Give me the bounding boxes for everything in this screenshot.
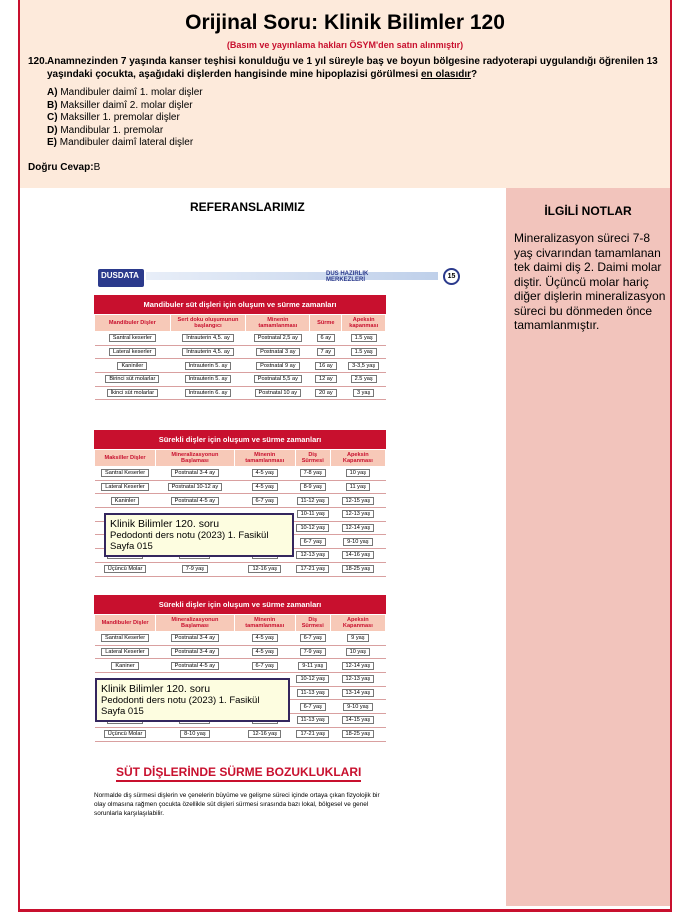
table-cell: [156, 727, 235, 741]
cell-value: Kaniner: [111, 662, 138, 670]
cell-value: 11-13 yaş: [297, 716, 329, 724]
cell-value: 12-13 yaş: [342, 675, 375, 683]
table-cell: [156, 494, 235, 508]
cell-value: Postnatal 3 ay: [256, 348, 299, 356]
cell-value: 16 ay: [315, 362, 337, 370]
option-text: Mandibular 1. premolar: [60, 124, 164, 136]
cell-value: 14-15 yaş: [342, 716, 375, 724]
table-cell: [170, 359, 246, 373]
table-row: [95, 386, 386, 400]
table-cell: [246, 386, 310, 400]
table-cell: [330, 494, 385, 508]
cell-value: 12-14 yaş: [342, 524, 375, 532]
cell-value: 9-10 yaş: [343, 703, 372, 711]
cell-value: 12-16 yaş: [248, 565, 281, 573]
cell-value: Postnatal 3-4 ay: [171, 648, 219, 656]
option-0: [47, 87, 203, 100]
answer-value: B: [93, 162, 101, 173]
book-page-number: 15: [443, 268, 460, 285]
cell-value: 3-3,5 yaş: [348, 362, 379, 370]
table-cell: [295, 535, 330, 549]
table-row: [95, 632, 386, 646]
table-cell: [330, 521, 385, 535]
cell-value: 6-7 yaş: [300, 634, 326, 642]
table-cell: [295, 700, 330, 714]
table-cell: [295, 467, 330, 481]
cell-value: 10-11 yaş: [297, 510, 329, 518]
table-caption: Mandibuler süt dişleri için oluşum ve sürme zamanları: [94, 295, 386, 314]
option-letter: B): [47, 99, 58, 111]
section-text: Normalde diş sürmesi dişlerin ve çenelerin büyüme ve gelişme süreci içinde ortaya çıkan fizyolojik bir olay olmasına rağmen çocukta özellikle süt dişleri sürmesi sırasında bazı lokal, bölgesel ve genel sorunlarla karşılaşılabilir.: [94, 792, 380, 817]
cell-value: Lateral keserler: [109, 348, 156, 356]
table-cell: [234, 632, 295, 646]
cell-value: 12-13 yaş: [296, 551, 329, 559]
cell-value: 6-7 yaş: [252, 497, 278, 505]
table-cell: [330, 562, 385, 576]
answer-options: [47, 87, 203, 150]
table-cell: [95, 480, 156, 494]
table-cell: [295, 727, 330, 741]
book-header-text: DUS HAZIRLIK MERKEZLERİ: [326, 271, 369, 283]
table-header-cell: Mandibuler Dişler: [95, 615, 156, 632]
reference-callout-2: [95, 678, 290, 722]
cell-value: Intrauterin 4,5. ay: [182, 348, 234, 356]
table-cell: [95, 373, 171, 387]
table-cell: [342, 345, 386, 359]
callout-page: Sayfa 015: [110, 541, 153, 552]
cell-value: Postnatal 2,5 ay: [254, 334, 302, 342]
table-cell: [156, 562, 235, 576]
cell-value: 11-13 yaş: [297, 689, 329, 697]
cell-value: 17-21 yaş: [296, 730, 329, 738]
callout-source: Pedodonti ders notu (2023) 1. Fasikül: [110, 530, 269, 541]
table-cell: [156, 632, 235, 646]
notes-title: İLGİLİ NOTLAR: [544, 204, 632, 218]
option-text: Maksiller 1. premolar dişler: [60, 112, 180, 124]
copyright-note: (Basım ve yayınlama hakları ÖSYM'den satın alınmıştır): [226, 40, 464, 50]
callout-title: Klinik Bilimler 120. soru: [101, 683, 211, 695]
cell-value: Postnatal 9 ay: [256, 362, 299, 370]
question-text: [28, 56, 658, 81]
table-cell: [330, 700, 385, 714]
cell-value: 8-9 yaş: [300, 483, 326, 491]
table-cell: [330, 673, 385, 687]
table-cell: [246, 359, 310, 373]
table-cell: [295, 645, 330, 659]
table-cell: [95, 467, 156, 481]
question-stem: [28, 56, 658, 81]
notes-panel: [506, 188, 670, 906]
question-emphasis: en olasıdır: [421, 68, 472, 80]
book-header-bar: [146, 272, 438, 280]
cell-value: 4-5 yaş: [252, 469, 278, 477]
page-title: Orijinal Soru: Klinik Bilimler 120: [185, 11, 505, 34]
cell-value: Postnatal 4-5 ay: [171, 497, 219, 505]
table-cell: [170, 345, 246, 359]
cell-value: 6-7 yaş: [300, 538, 326, 546]
table-cell: [295, 494, 330, 508]
table-cell: [342, 386, 386, 400]
table-cell: [310, 386, 342, 400]
table-cell: [156, 467, 235, 481]
table-row: [95, 345, 386, 359]
cell-value: 11-12 yaş: [297, 497, 329, 505]
reference-book-page: [94, 265, 456, 825]
cell-value: 9 yaş: [347, 634, 368, 642]
table-cell: [95, 359, 171, 373]
cell-value: 14-16 yaş: [342, 551, 375, 559]
table-header-cell: Apeksin kapanması: [342, 315, 386, 332]
table-header-cell: Diş Sürmesi: [295, 450, 330, 467]
table-cell: [95, 659, 156, 673]
table-cell: [330, 535, 385, 549]
question-text-main: Anamnezinden 7 yaşında kanser teşhisi konulduğu ve 1 yıl süreyle baş ve boyun bölgesine radyoterapi uygulandığı öğrenilen 13 yaşındaki çocukta, aşağıdaki dişlerden hangisinde mine hipoplazisi görülmesi: [47, 56, 658, 80]
table-row: [95, 467, 386, 481]
cell-value: Santral keserler: [109, 334, 156, 342]
table-cell: [295, 686, 330, 700]
option-letter: C): [47, 112, 58, 124]
table-cell: [295, 521, 330, 535]
table-row: [95, 480, 386, 494]
option-2: [47, 112, 203, 125]
table-header-cell: Minenin tamamlanması: [234, 450, 295, 467]
table-header-cell: Minenin tamamlanması: [234, 615, 295, 632]
correct-answer: [28, 162, 100, 173]
table-cell: [330, 714, 385, 728]
table-cell: [295, 549, 330, 563]
cell-value: Üçüncü Molar: [104, 565, 147, 573]
table-cell: [342, 332, 386, 346]
cell-value: Üçüncü Molar: [104, 730, 147, 738]
cell-value: Kaniniler: [117, 362, 147, 370]
cell-value: 18-25 yaş: [342, 730, 375, 738]
table-cell: [156, 645, 235, 659]
cell-value: 6-7 yaş: [300, 703, 326, 711]
cell-value: Santral Keserler: [101, 634, 149, 642]
callout-title: Klinik Bilimler 120. soru: [110, 518, 220, 530]
table-cell: [310, 345, 342, 359]
cell-value: 7-8 yaş: [300, 469, 326, 477]
cell-value: 10 yaş: [346, 469, 370, 477]
table-cell: [330, 727, 385, 741]
cell-value: 1.5 yaş: [351, 348, 377, 356]
table-cell: [95, 345, 171, 359]
cell-value: Intrauterin 4,5. ay: [182, 334, 234, 342]
table-row: [95, 645, 386, 659]
table-cell: [95, 632, 156, 646]
table-row: [95, 373, 386, 387]
table-header-cell: Minenin tamamlanması: [246, 315, 310, 332]
table-header-cell: Maksiller Dişler: [95, 450, 156, 467]
table-caption: Sürekli dişler için oluşum ve sürme zamanları: [94, 595, 386, 614]
table-row: [95, 359, 386, 373]
option-text: Mandibuler daimî lateral dişler: [59, 137, 194, 149]
table-row: [95, 727, 386, 741]
table-cell: [295, 632, 330, 646]
notes-text: Mineralizasyon süreci 7-8 yaş civarından tamamlanan tek daimi diş 2. Daimi molar diştir. Üçüncü molar hariç diğer dişlerin mineralizasyon süreci bu dönmeden önce tamamlanmıştır.: [514, 231, 666, 332]
cell-value: Santral Keserler: [101, 469, 149, 477]
cell-value: 12-15 yaş: [342, 497, 375, 505]
cell-value: 10 yaş: [346, 648, 370, 656]
cell-value: 13-14 yaş: [342, 689, 375, 697]
table-cell: [234, 562, 295, 576]
cell-value: 10-12 yaş: [296, 675, 329, 683]
callout-source: Pedodonti ders notu (2023) 1. Fasikül: [101, 695, 260, 706]
table-cell: [234, 645, 295, 659]
table-cell: [234, 480, 295, 494]
section-title: SÜT DİŞLERİNDE SÜRME BOZUKLUKLARI: [116, 765, 361, 782]
cell-value: Postnatal 5,5 ay: [254, 375, 302, 383]
table-cell: [234, 727, 295, 741]
table-cell: [295, 480, 330, 494]
cell-value: 9-11 yaş: [298, 662, 327, 670]
table-cell: [95, 727, 156, 741]
cell-value: 12 ay: [315, 375, 337, 383]
question-panel: [18, 0, 672, 188]
table-cell: [330, 508, 385, 522]
reference-callout-1: [104, 513, 294, 557]
table-cell: [234, 494, 295, 508]
option-3: [47, 125, 203, 138]
cell-value: 10-12 yaş: [296, 524, 329, 532]
table-cell: [246, 332, 310, 346]
cell-value: 11 yaş: [346, 483, 370, 491]
option-text: Mandibuler daimî 1. molar dişler: [60, 87, 203, 98]
table-cell: [330, 632, 385, 646]
table-cell: [234, 659, 295, 673]
callout-page: Sayfa 015: [101, 706, 144, 717]
table-row: [95, 332, 386, 346]
cell-value: 7-9 yaş: [300, 648, 326, 656]
cell-value: İkinci süt molarlar: [107, 389, 159, 397]
table-cell: [330, 480, 385, 494]
table-cell: [310, 332, 342, 346]
option-1: [47, 100, 203, 113]
cell-value: Kaninler: [111, 497, 140, 505]
table-header-cell: Sürme: [310, 315, 342, 332]
cell-value: Lateral Keserler: [101, 483, 149, 491]
table-cell: [330, 645, 385, 659]
table-cell: [295, 673, 330, 687]
cell-value: 6 ay: [317, 334, 336, 342]
table-cell: [342, 373, 386, 387]
table-row: [95, 659, 386, 673]
table-cell: [156, 480, 235, 494]
cell-value: 12-13 yaş: [342, 510, 375, 518]
table-cell: [95, 562, 156, 576]
cell-value: 2.5 yaş: [351, 375, 377, 383]
cell-value: 4-5 yaş: [252, 634, 278, 642]
cell-value: Postnatal 3-4 ay: [171, 469, 219, 477]
cell-value: Birinci süt molarlar: [105, 375, 159, 383]
table-cell: [95, 494, 156, 508]
cell-value: 12-16 yaş: [248, 730, 281, 738]
option-text: Maksiller daimî 2. molar dişler: [60, 99, 193, 111]
table-cell: [170, 332, 246, 346]
cell-value: Postnatal 4-5 ay: [171, 662, 219, 670]
table-cell: [310, 373, 342, 387]
table-header-cell: Sert doku oluşumunun başlangıcı: [170, 315, 246, 332]
cell-value: Postnatal 10 ay: [255, 389, 302, 397]
table-header-cell: Apeksin Kapanması: [330, 615, 385, 632]
answer-label: Doğru Cevap:: [28, 162, 94, 173]
table-cell: [170, 386, 246, 400]
cell-value: 7-9 yaş: [182, 565, 208, 573]
cell-value: 4-5 yaş: [252, 483, 278, 491]
cell-value: Intrauterin 6. ay: [185, 389, 232, 397]
table-row: [95, 494, 386, 508]
cell-value: 9-10 yaş: [343, 538, 372, 546]
question-number: 120.: [28, 56, 48, 67]
table-cell: [295, 508, 330, 522]
table-cell: [342, 359, 386, 373]
table-cell: [310, 359, 342, 373]
cell-value: 7 ay: [317, 348, 336, 356]
table-header-cell: Mineralizasyonun Başlaması: [156, 615, 235, 632]
cell-value: Postnatal 3-4 ay: [171, 634, 219, 642]
table-cell: [295, 562, 330, 576]
table-row: [95, 562, 386, 576]
table-cell: [330, 467, 385, 481]
table-primary-mandibular: [94, 295, 386, 400]
table-cell: [234, 467, 295, 481]
cell-value: 12-14 yaş: [342, 662, 375, 670]
question-text-end: ?: [471, 68, 478, 80]
cell-value: 18-25 yaş: [342, 565, 375, 573]
option-letter: D): [47, 124, 58, 136]
cell-value: 4-5 yaş: [252, 648, 278, 656]
cell-value: 17-21 yaş: [296, 565, 329, 573]
table-caption: Sürekli dişler için oluşum ve sürme zamanları: [94, 430, 386, 449]
table-header-cell: Diş Sürmesi: [295, 615, 330, 632]
cell-value: Lateral Keserler: [101, 648, 149, 656]
cell-value: Intrauterin 5. ay: [185, 375, 232, 383]
references-title: REFERANSLARIMIZ: [190, 200, 305, 214]
table-cell: [330, 659, 385, 673]
cell-value: 6-7 yaş: [252, 662, 278, 670]
table-cell: [170, 373, 246, 387]
cell-value: Intrauterin 5. ay: [185, 362, 232, 370]
cell-value: 8-10 yaş: [180, 730, 209, 738]
table-header-cell: Apeksin Kapanması: [330, 450, 385, 467]
table-cell: [156, 659, 235, 673]
option-4: [47, 137, 203, 150]
cell-value: 3 yaş: [353, 389, 374, 397]
cell-value: 20 ay: [315, 389, 337, 397]
table-cell: [330, 549, 385, 563]
table-cell: [95, 645, 156, 659]
option-letter: E): [47, 137, 57, 149]
table-header-cell: Mineralizasyonun Başlaması: [156, 450, 235, 467]
table-cell: [95, 332, 171, 346]
table-cell: [330, 686, 385, 700]
cell-value: Postnatal 10-12 ay: [168, 483, 223, 491]
table-header-cell: Mandibuler Dişler: [95, 315, 171, 332]
cell-value: 1.5 yaş: [351, 334, 377, 342]
table-cell: [246, 345, 310, 359]
table-cell: [95, 386, 171, 400]
option-letter: A): [47, 87, 58, 98]
table-cell: [295, 714, 330, 728]
book-logo: DUSDATA: [98, 269, 144, 287]
table-cell: [246, 373, 310, 387]
table-cell: [295, 659, 330, 673]
